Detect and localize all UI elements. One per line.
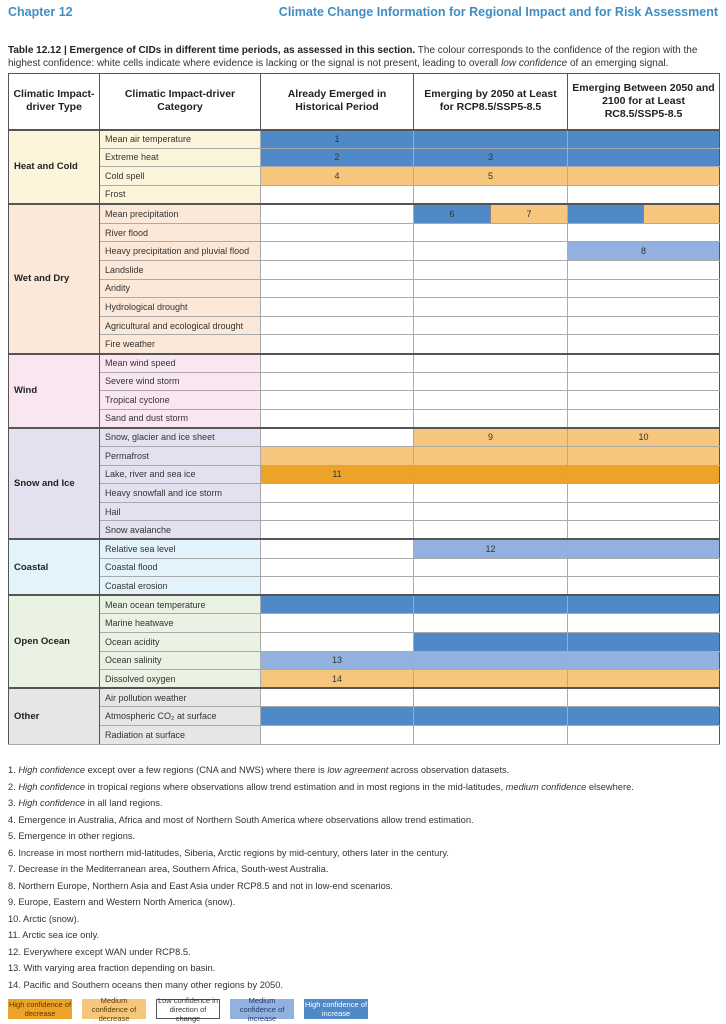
footnote-text: High confidence <box>18 765 86 775</box>
footnote <box>8 861 718 878</box>
driver-category: Landslide <box>100 261 261 280</box>
confidence-cell <box>261 298 414 317</box>
confidence-cell <box>414 279 568 298</box>
footnote-text: 5. Emergence in other regions. <box>8 831 136 841</box>
driver-type: Coastal <box>9 539 100 595</box>
confidence-cell <box>261 577 414 596</box>
column-header: Emerging by 2050 at Least for RCP8.5/SSP5-8.5 <box>414 74 568 130</box>
table-row <box>9 223 720 242</box>
driver-category: Coastal erosion <box>100 577 261 596</box>
table-row <box>9 372 720 391</box>
table-row <box>9 670 720 689</box>
footnote-text: in tropical regions where observations allow trend estimation and in most regions in the mid-latitudes, <box>85 781 506 792</box>
confidence-cell <box>644 205 719 223</box>
confidence-cell <box>261 316 414 335</box>
confidence-cell <box>568 465 720 484</box>
confidence-cell <box>414 391 568 410</box>
footnote <box>8 828 718 845</box>
footnote-text: across observation datasets. <box>388 765 510 775</box>
footnote <box>8 762 718 779</box>
confidence-cell <box>414 298 568 317</box>
driver-category: Sand and dust storm <box>100 409 261 428</box>
confidence-cell <box>568 447 720 466</box>
confidence-cell <box>568 558 720 577</box>
table-row <box>9 335 720 354</box>
driver-category: Radiation at surface <box>100 725 261 744</box>
table-row <box>9 502 720 521</box>
footnote <box>8 894 718 911</box>
confidence-cell <box>261 204 414 224</box>
chapter-title: Climate Change Information for Regional Impact and for Risk Assessment <box>278 5 718 19</box>
confidence-cell <box>568 372 720 391</box>
confidence-cell <box>261 261 414 280</box>
footnote-text: 13. With varying area fraction depending on basin. <box>8 963 216 973</box>
table-row <box>9 130 720 149</box>
footnote-text: High confidence <box>18 798 86 808</box>
footnote <box>8 927 718 944</box>
footnote-text: low agreement <box>327 765 389 775</box>
driver-category: Fire weather <box>100 335 261 354</box>
confidence-cell <box>414 484 568 503</box>
confidence-cell <box>261 223 414 242</box>
confidence-cell: 7 <box>491 205 567 223</box>
confidence-cell <box>568 298 720 317</box>
confidence-cell <box>261 447 414 466</box>
table-row <box>9 521 720 540</box>
driver-category: Heavy precipitation and pluvial flood <box>100 242 261 261</box>
confidence-cell <box>261 502 414 521</box>
table-row <box>9 409 720 428</box>
table-row <box>9 614 720 633</box>
driver-category: Mean air temperature <box>100 130 261 149</box>
driver-category: Relative sea level <box>100 539 261 558</box>
footnote-text: 6. Increase in most northern mid-latitudes, Siberia, Arctic regions by mid-century, others later in the century. <box>8 847 449 858</box>
confidence-cell <box>261 539 414 558</box>
confidence-cell <box>414 521 568 540</box>
confidence-cell <box>568 577 720 596</box>
footnote-text: High confidence <box>18 781 86 792</box>
footnote-text: 3. <box>8 798 19 808</box>
driver-category: Agricultural and ecological drought <box>100 316 261 335</box>
driver-type: Open Ocean <box>9 595 100 688</box>
confidence-cell: 10 <box>568 428 720 447</box>
confidence-cell <box>414 725 568 744</box>
footnote-text: 2. <box>8 781 19 792</box>
confidence-cell <box>414 223 568 242</box>
table-row <box>9 261 720 280</box>
confidence-cell <box>414 558 568 577</box>
driver-category: Frost <box>100 185 261 204</box>
table-row <box>9 539 720 558</box>
confidence-cell <box>414 130 568 149</box>
caption-text: The colour corresponds to the confidence of the region with the highest confidence: white cells indicate where evidence is lacking or the signal is not present, leading to overall <box>8 45 698 69</box>
legend-item-low: Low confidence in direction of change <box>157 995 219 1023</box>
driver-category: Snow avalanche <box>100 521 261 540</box>
table-row <box>9 148 720 167</box>
footnote-text: 8. Northern Europe, Northern Asia and East Asia under RCP8.5 and not in low-end scenarios. <box>8 880 394 891</box>
confidence-cell: 9 <box>414 428 568 447</box>
confidence-cell: 13 <box>261 651 414 670</box>
confidence-cell <box>568 167 720 186</box>
confidence-cell <box>261 707 414 726</box>
driver-type: Other <box>9 688 100 744</box>
confidence-cell <box>261 558 414 577</box>
confidence-cell <box>261 484 414 503</box>
confidence-cell <box>568 205 644 223</box>
confidence-cell <box>568 354 720 373</box>
footnote <box>8 977 718 994</box>
footnote <box>8 960 718 977</box>
confidence-cell <box>414 242 568 261</box>
table-row <box>9 298 720 317</box>
driver-category: River flood <box>100 223 261 242</box>
table-header-row <box>9 74 720 130</box>
footnote-text: 4. Emergence in Australia, Africa and most of Northern South America where observations allow trend estimation. <box>8 814 474 825</box>
table-row <box>9 595 720 614</box>
confidence-cell <box>568 521 720 540</box>
driver-category: Atmospheric CO₂ at surface <box>100 707 261 726</box>
confidence-cell <box>568 614 720 633</box>
confidence-cell <box>261 632 414 651</box>
confidence-cell <box>568 651 720 670</box>
table-row <box>9 185 720 204</box>
driver-category: Air pollution weather <box>100 688 261 707</box>
confidence-cell <box>568 261 720 280</box>
confidence-cell <box>568 279 720 298</box>
footnote-text: medium confidence <box>505 781 587 792</box>
table-row <box>9 632 720 651</box>
confidence-cell <box>568 409 720 428</box>
driver-category: Hail <box>100 502 261 521</box>
legend-item-md: Medium confidence of decrease <box>82 999 146 1019</box>
column-header: Climatic Impact-driver Type <box>9 74 100 130</box>
confidence-cell <box>261 595 414 614</box>
confidence-cell <box>568 539 720 558</box>
page-header <box>8 5 718 19</box>
confidence-cell: 11 <box>261 465 414 484</box>
footnote-text: 14. Pacific and Southern oceans then many other regions by 2050. <box>8 979 283 990</box>
table-row <box>9 167 720 186</box>
confidence-cell <box>414 316 568 335</box>
confidence-cell <box>414 632 568 651</box>
driver-category: Heavy snowfall and ice storm <box>100 484 261 503</box>
footnote-text: 11. Arctic sea ice only. <box>8 930 100 940</box>
confidence-cell: 14 <box>261 670 414 689</box>
driver-type: Snow and Ice <box>9 428 100 540</box>
confidence-cell <box>568 316 720 335</box>
confidence-cell: 8 <box>568 242 720 261</box>
driver-category: Hydrological drought <box>100 298 261 317</box>
confidence-cell <box>261 688 414 707</box>
table-row <box>9 725 720 744</box>
table-row <box>9 558 720 577</box>
confidence-cell <box>414 614 568 633</box>
footnote <box>8 878 718 895</box>
confidence-cell <box>568 391 720 410</box>
table-row <box>9 447 720 466</box>
confidence-cell <box>261 372 414 391</box>
footnote <box>8 779 718 796</box>
confidence-cell <box>568 335 720 354</box>
split-cell <box>414 204 568 224</box>
confidence-cell <box>261 242 414 261</box>
table-caption <box>8 44 718 70</box>
driver-category: Permafrost <box>100 447 261 466</box>
confidence-cell <box>568 707 720 726</box>
table-row <box>9 484 720 503</box>
confidence-cell <box>414 707 568 726</box>
confidence-cell <box>568 502 720 521</box>
legend <box>8 995 368 1023</box>
confidence-cell: 2 <box>261 148 414 167</box>
confidence-cell <box>261 335 414 354</box>
confidence-cell: 3 <box>414 148 568 167</box>
legend-item-mi: Medium confidence of increase <box>230 999 294 1019</box>
confidence-cell <box>414 670 568 689</box>
confidence-cell <box>414 651 568 670</box>
table-row <box>9 204 720 224</box>
table-row <box>9 354 720 373</box>
table-row <box>9 242 720 261</box>
driver-category: Mean ocean temperature <box>100 595 261 614</box>
confidence-cell: 4 <box>261 167 414 186</box>
confidence-cell <box>414 335 568 354</box>
confidence-cell <box>261 725 414 744</box>
confidence-cell: 1 <box>261 130 414 149</box>
driver-category: Dissolved oxygen <box>100 670 261 689</box>
table-row <box>9 316 720 335</box>
confidence-cell <box>414 261 568 280</box>
column-header: Already Emerged in Historical Period <box>261 74 414 130</box>
confidence-cell <box>261 428 414 447</box>
driver-category: Severe wind storm <box>100 372 261 391</box>
confidence-cell: 12 <box>414 539 568 558</box>
driver-category: Marine heatwave <box>100 614 261 633</box>
footnote-text: in all land regions. <box>85 798 163 808</box>
cid-emergence-table <box>8 73 720 745</box>
driver-category: Extreme heat <box>100 148 261 167</box>
table-row <box>9 279 720 298</box>
footnote-text: elsewhere. <box>586 781 634 792</box>
confidence-cell <box>414 502 568 521</box>
driver-category: Lake, river and sea ice <box>100 465 261 484</box>
confidence-cell <box>414 688 568 707</box>
confidence-cell <box>568 185 720 204</box>
caption-text-end: of an emerging signal. <box>567 58 669 69</box>
footnote <box>8 812 718 829</box>
confidence-cell <box>261 279 414 298</box>
driver-category: Snow, glacier and ice sheet <box>100 428 261 447</box>
confidence-cell <box>414 372 568 391</box>
confidence-cell <box>414 185 568 204</box>
footnote-text: 12. Everywhere except WAN under RCP8.5. <box>8 946 191 957</box>
footnote <box>8 795 718 812</box>
table-row <box>9 707 720 726</box>
driver-category: Mean precipitation <box>100 204 261 224</box>
driver-type: Wind <box>9 354 100 428</box>
confidence-cell <box>261 391 414 410</box>
confidence-cell: 6 <box>414 205 491 223</box>
chapter-label: Chapter 12 <box>8 5 73 19</box>
confidence-cell <box>261 409 414 428</box>
footnote-text: 10. Arctic (snow). <box>8 913 80 924</box>
confidence-cell <box>568 632 720 651</box>
footnote-text: 1. <box>8 765 19 775</box>
driver-category: Mean wind speed <box>100 354 261 373</box>
table-row <box>9 651 720 670</box>
driver-category: Ocean acidity <box>100 632 261 651</box>
driver-category: Coastal flood <box>100 558 261 577</box>
table-row <box>9 465 720 484</box>
split-wrap <box>414 205 567 223</box>
confidence-cell <box>568 670 720 689</box>
confidence-cell <box>414 577 568 596</box>
confidence-cell <box>568 148 720 167</box>
driver-type: Heat and Cold <box>9 130 100 204</box>
driver-category: Aridity <box>100 279 261 298</box>
legend-item-hi: High confidence of increase <box>304 1000 368 1018</box>
confidence-cell <box>414 447 568 466</box>
caption-title: Table 12.12 | Emergence of CIDs in different time periods, as assessed in this section. <box>8 45 416 56</box>
confidence-cell <box>414 595 568 614</box>
legend-item-hd: High confidence of decrease <box>8 1000 72 1018</box>
confidence-cell <box>568 725 720 744</box>
confidence-cell <box>568 595 720 614</box>
confidence-cell <box>414 354 568 373</box>
column-header: Emerging Between 2050 and 2100 for at Least RC8.5/SSP5-8.5 <box>568 74 720 130</box>
footnotes <box>8 762 718 993</box>
split-wrap <box>568 205 719 223</box>
confidence-cell <box>261 185 414 204</box>
driver-category: Cold spell <box>100 167 261 186</box>
confidence-cell <box>261 614 414 633</box>
confidence-cell <box>568 484 720 503</box>
confidence-cell <box>414 465 568 484</box>
footnote-text: 9. Europe, Eastern and Western North America (snow). <box>8 897 236 907</box>
footnote <box>8 845 718 862</box>
confidence-cell <box>414 409 568 428</box>
confidence-cell <box>568 130 720 149</box>
table-row <box>9 391 720 410</box>
table-row <box>9 688 720 707</box>
footnote <box>8 944 718 961</box>
confidence-cell <box>261 521 414 540</box>
driver-category: Ocean salinity <box>100 651 261 670</box>
caption-italic: low confidence <box>501 58 568 69</box>
footnote-text: 7. Decrease in the Mediterranean area, Southern Africa, South-west Australia. <box>8 864 329 874</box>
confidence-cell <box>261 354 414 373</box>
confidence-cell <box>568 688 720 707</box>
footnote-text: except over a few regions (CNA and NWS) where there is <box>85 765 328 775</box>
driver-type: Wet and Dry <box>9 204 100 354</box>
confidence-cell: 5 <box>414 167 568 186</box>
footnote <box>8 911 718 928</box>
driver-category: Tropical cyclone <box>100 391 261 410</box>
split-cell <box>568 204 720 224</box>
confidence-cell <box>568 223 720 242</box>
table-row <box>9 577 720 596</box>
table-row <box>9 428 720 447</box>
column-header: Climatic Impact-driver Category <box>100 74 261 130</box>
